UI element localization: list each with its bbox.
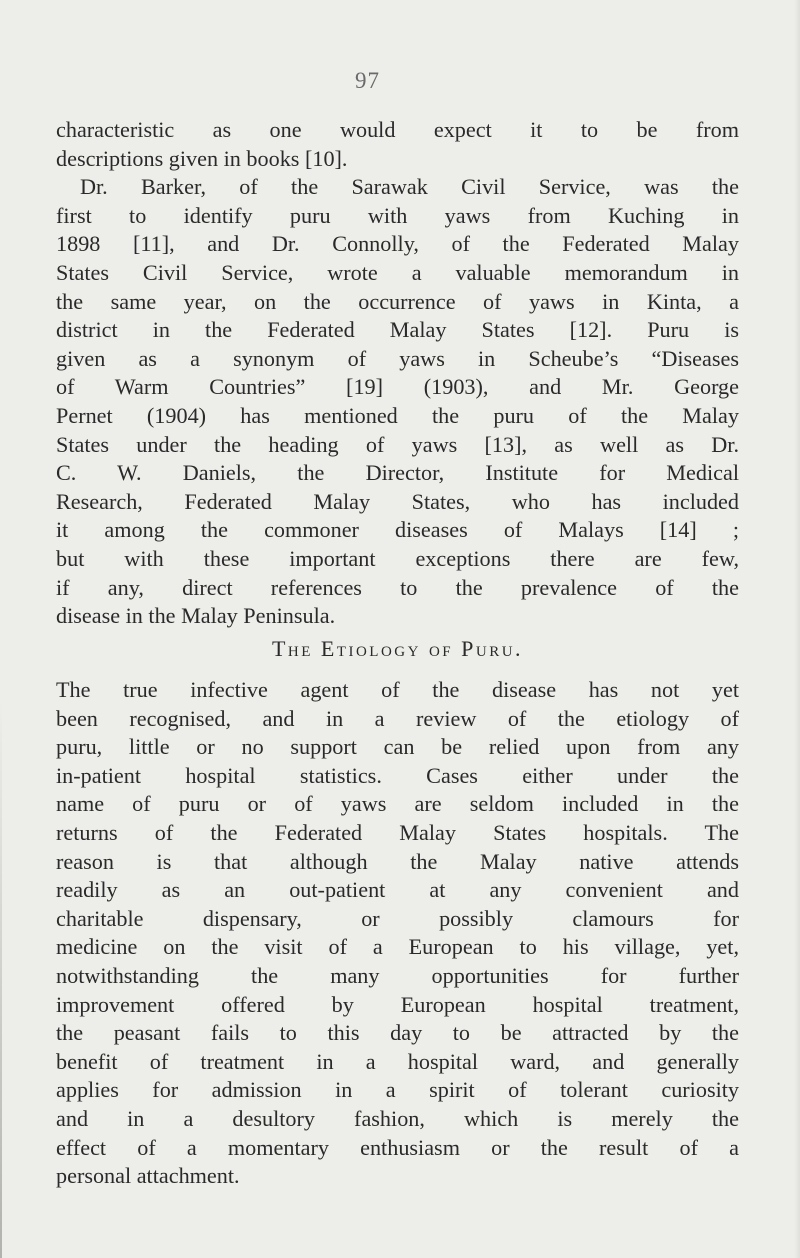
- text-line: disease in the Malay Peninsula.: [56, 603, 336, 629]
- text-line: 1898 [11], and Dr. Connolly, of the Federated Malay: [56, 231, 739, 257]
- text-line: readily as an out-patient at any convenient and: [56, 877, 739, 903]
- text-line: States under the heading of yaws [13], as well as Dr.: [56, 431, 739, 457]
- text-line: and in a desultory fashion, which is merely the: [56, 1105, 739, 1131]
- text-line: first to identify puru with yaws from Kuching in: [56, 202, 739, 228]
- text-line: Pernet (1904) has mentioned the puru of the Malay: [56, 402, 739, 428]
- text-line: been recognised, and in a review of the etiology of: [56, 705, 739, 731]
- text-line: C. W. Daniels, the Director, Institute for Medical: [56, 460, 739, 486]
- text-line: but with these important exceptions there are few,: [56, 545, 739, 571]
- paragraph-etiology: [56, 676, 739, 1191]
- section-heading: The Etiology of Puru.: [271, 636, 524, 661]
- text-line: effect of a momentary enthusiasm or the result of a: [56, 1134, 739, 1160]
- text-line: district in the Federated Malay States [12]. Puru is: [56, 317, 739, 343]
- page-number: 97: [355, 68, 380, 93]
- text-line: in-patient hospital statistics. Cases either under the: [56, 762, 739, 788]
- text-line: notwithstanding the many opportunities for further: [56, 962, 739, 988]
- text-line: benefit of treatment in a hospital ward, and generally: [56, 1048, 739, 1074]
- text-line: States Civil Service, wrote a valuable memorandum in: [56, 259, 739, 285]
- paragraph-history: [56, 116, 739, 631]
- text-line: charitable dispensary, or possibly clamours for: [56, 905, 739, 931]
- text-line: puru, little or no support can be relied upon from any: [56, 734, 739, 760]
- text-line: the peasant fails to this day to be attracted by the: [56, 1020, 739, 1046]
- text-line: applies for admission in a spirit of tolerant curiosity: [56, 1077, 739, 1103]
- text-line: Research, Federated Malay States, who has included: [56, 488, 739, 514]
- text-line: of Warm Countries” [19] (1903), and Mr. George: [56, 374, 739, 400]
- text-line: reason is that although the Malay native attends: [56, 848, 739, 874]
- text-line: if any, direct references to the prevalence of the: [56, 574, 739, 600]
- page-edge-shadow: [794, 0, 800, 1258]
- binding-edge: [0, 700, 2, 1258]
- text-line: medicine on the visit of a European to his village, yet,: [56, 934, 739, 960]
- text-line: it among the commoner diseases of Malays [14] ;: [56, 517, 739, 543]
- text-line: Dr. Barker, of the Sarawak Civil Service, was the: [80, 174, 739, 200]
- text-line: name of puru or of yaws are seldom included in the: [56, 791, 739, 817]
- text-line: The true infective agent of the disease has not yet: [56, 677, 739, 702]
- text-line: descriptions given in books [10].: [56, 145, 348, 171]
- text-line: improvement offered by European hospital treatment,: [56, 991, 739, 1017]
- text-line: the same year, on the occurrence of yaws in Kinta, a: [56, 288, 739, 314]
- text-line: given as a synonym of yaws in Scheube’s “Diseases: [56, 345, 739, 371]
- text-line: returns of the Federated Malay States hospitals. The: [56, 819, 739, 845]
- text-line: characteristic as one would expect it to be from: [56, 117, 739, 142]
- text-line: personal attachment.: [56, 1163, 240, 1189]
